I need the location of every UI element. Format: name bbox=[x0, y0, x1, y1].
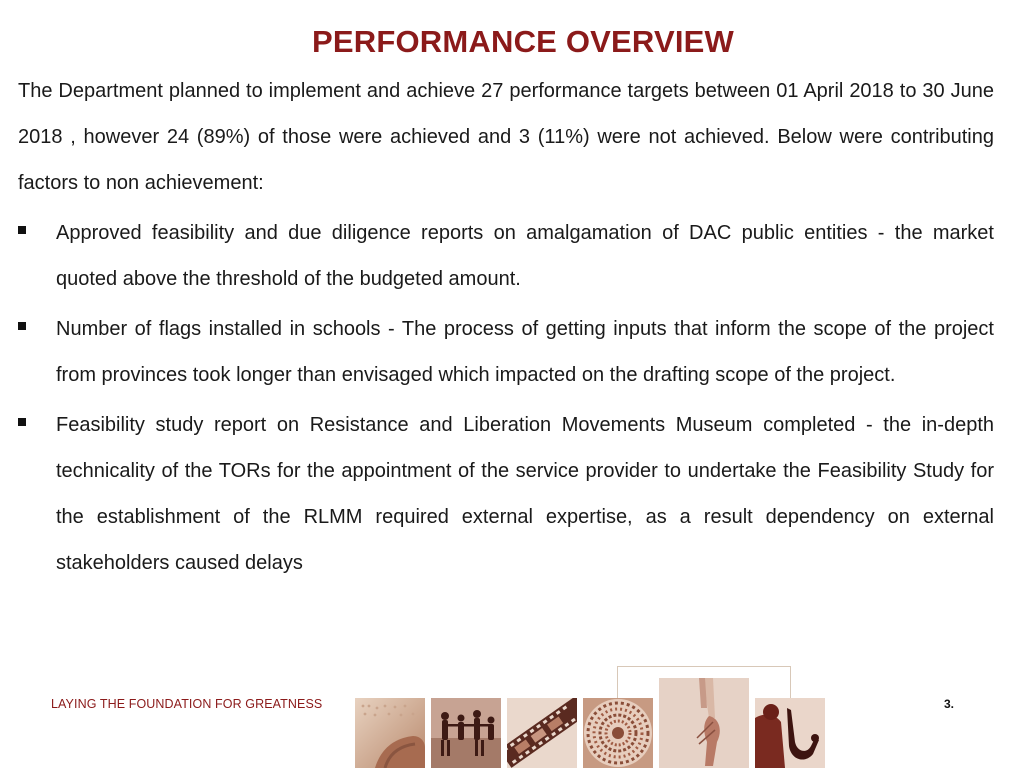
square-bullet-icon bbox=[18, 226, 26, 234]
dancing-figures-photo bbox=[431, 698, 501, 768]
list-item bbox=[18, 402, 994, 586]
film-reel-photo bbox=[507, 698, 577, 768]
ballet-shoe-photo bbox=[659, 678, 749, 768]
braille-reading-photo bbox=[355, 698, 425, 768]
page-number: 3. bbox=[944, 697, 955, 711]
list-item bbox=[18, 306, 994, 398]
intro-paragraph: The Department planned to implement and achieve 27 performance targets between 01 April 2018 to 30 June 2018 , however 24 (89%) of those were achieved and 3 (11%) were not achieved. Below were contributing factors to non achievement: bbox=[18, 80, 994, 194]
saxophone-player-photo bbox=[755, 698, 825, 768]
list-item bbox=[18, 210, 994, 302]
slide-title: PERFORMANCE OVERVIEW bbox=[312, 24, 734, 59]
bullet-text: Number of flags installed in schools - The process of getting inputs that inform the scope of the project from provinces took longer than envisaged which impacted on the drafting scope of the project. bbox=[56, 318, 994, 386]
square-bullet-icon bbox=[18, 418, 26, 426]
bullet-text: Feasibility study report on Resistance and Liberation Movements Museum completed - the in-depth technicality of the TORs for the appointment of the service provider to undertake the Feasibility Study for the establishment of the RLMM required external expertise, as a result dependency on external stakeholders caused delays bbox=[56, 414, 994, 574]
woven-basket-photo bbox=[583, 698, 653, 768]
footer-tagline: LAYING THE FOUNDATION FOR GREATNESS bbox=[51, 697, 323, 711]
square-bullet-icon bbox=[18, 322, 26, 330]
bullet-text: Approved feasibility and due diligence reports on amalgamation of DAC public entities - the market quoted above the threshold of the budgeted amount. bbox=[56, 222, 994, 290]
factors-list bbox=[18, 210, 994, 590]
